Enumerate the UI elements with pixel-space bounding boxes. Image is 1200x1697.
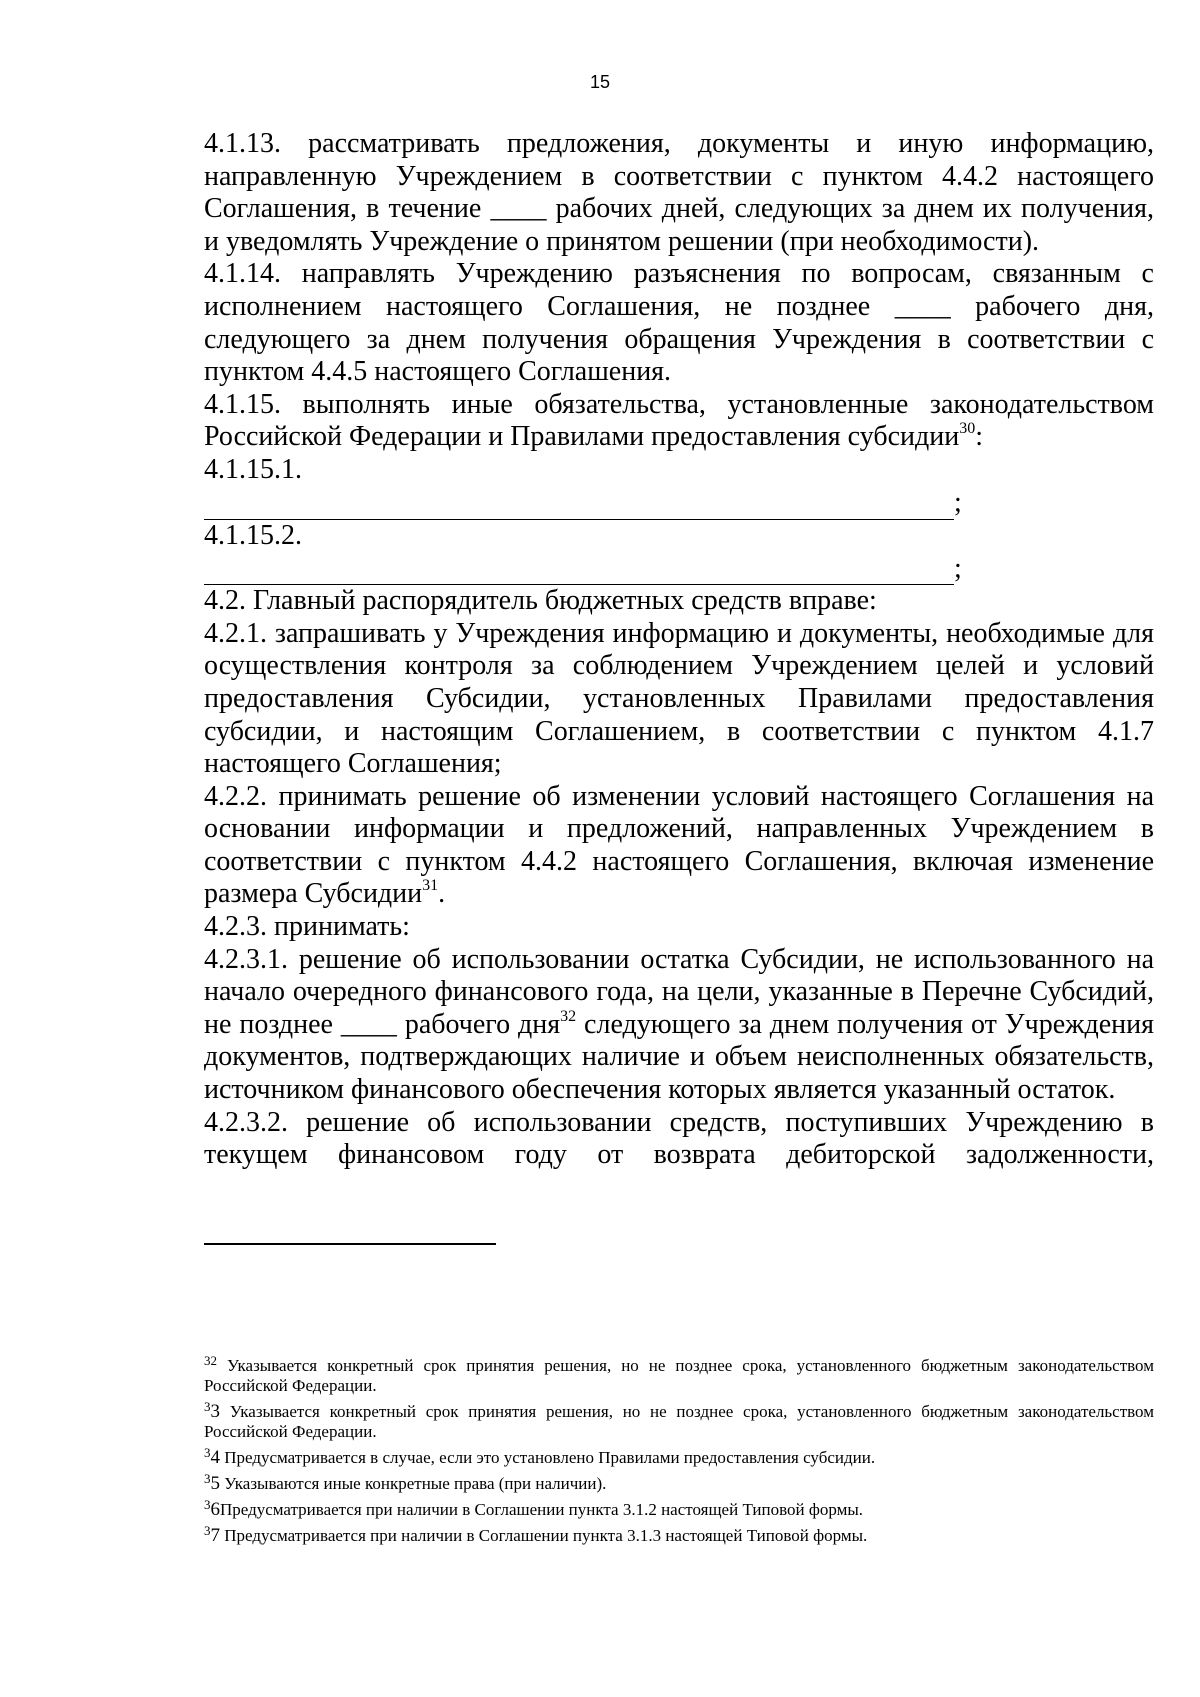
- paragraph-4-2: 4.2. Главный распорядитель бюджетных средств вправе:: [204, 585, 877, 617]
- footnote-mark: 32: [204, 1353, 217, 1368]
- paragraph-4-1-15-end: :: [975, 421, 984, 453]
- footnote-mark: 3: [204, 1523, 211, 1538]
- footnote-mark-tail: 7: [210, 1525, 220, 1546]
- blank-line-semicolon: ;: [954, 552, 962, 584]
- paragraph-4-2-2-text: 4.2.2. принимать решение об изменении условий настоящего Соглашения на основании информации и предложений, направленных Учреждением в соответствии с пунктом 4.4.2 настоящего Соглашения, включая изменение размера Субсидии: [204, 780, 1154, 910]
- footnote-34: [204, 1445, 1154, 1468]
- footnote-ref-32: 32: [560, 1007, 577, 1025]
- paragraph-4-1-15-2: 4.1.15.2.: [204, 519, 302, 551]
- footnote-text: Указывается конкретный срок принятия решения, но не позднее срока, установленного бюджетным законодательством Российской Федерации.: [204, 1402, 1154, 1441]
- footnote-mark: 3: [204, 1399, 211, 1414]
- footnote-33: [204, 1399, 1154, 1442]
- footnote-text: Предусматривается при наличии в Соглашении пункта 3.1.2 настоящей Типовой формы.: [220, 1500, 864, 1519]
- footnote-mark: 3: [204, 1471, 211, 1486]
- paragraph-4-2-3-1: [204, 944, 1154, 1107]
- paragraph-4-2-3: 4.2.3. принимать:: [204, 911, 410, 943]
- paragraph-4-2-3-1-rest: следующего за днем получения от Учреждения документов, подтверждающих наличие и объем неисполненных обязательств, источником финансового обеспечения которых является указанный остаток.: [204, 1008, 1154, 1106]
- paragraph-4-2-3-2: 4.2.3.2. решение об использовании средств, поступивших Учреждению в текущем финансовом году от возврата дебиторской задолженности,: [204, 1106, 1154, 1171]
- paragraph-4-1-14: 4.1.14. направлять Учреждению разъяснения по вопросам, связанным с исполнением настоящего Соглашения, не позднее ____ рабочего дня, следующего за днем получения обращения Учреждения в соответствии с пунктом 4.4.5 настоящего Соглашения.: [204, 258, 1154, 388]
- paragraph-4-1-15-text: 4.1.15. выполнять иные обязательства, установленные законодательством Российской Федерации и Правилами предоставления субсидии: [204, 388, 1154, 453]
- blank-line-4-1-15-2: [204, 552, 1154, 585]
- footnote-36: [204, 1497, 1154, 1520]
- paragraph-4-2-2: [204, 781, 1154, 911]
- paragraph-4-1-13: 4.1.13. рассматривать предложения, документы и иную информацию, направленную Учреждением в соответствии с пунктом 4.4.2 настоящего Соглашения, в течение ____ рабочих дней, следующих за днем их получения, и уведомлять Учреждение о принятом решении (при необходимости).: [204, 128, 1154, 257]
- footnote-37: [204, 1523, 1154, 1546]
- footnote-35: [204, 1471, 1154, 1494]
- blank-line-4-1-15-1: [204, 487, 1154, 520]
- footnote-text: Указываются иные конкретные права (при наличии).: [220, 1474, 607, 1493]
- footnote-mark-tail: 3: [210, 1401, 220, 1422]
- page-number: 15: [589, 72, 611, 92]
- footnote-mark-tail: 6: [210, 1499, 220, 1520]
- footnote-separator: [204, 1243, 496, 1245]
- footnote-text: Предусматривается при наличии в Соглашении пункта 3.1.3 настоящей Типовой формы.: [220, 1526, 868, 1545]
- paragraph-4-1-15: [204, 389, 1154, 454]
- fill-in-line: [204, 495, 954, 520]
- footnote-ref-30: 30: [959, 420, 976, 438]
- footnote-mark-tail: 5: [210, 1473, 220, 1494]
- body-text: [204, 128, 1154, 1172]
- paragraph-4-2-2-end: .: [438, 878, 446, 910]
- fill-in-line: [204, 560, 954, 585]
- footnote-text: Указывается конкретный срок принятия решения, но не позднее срока, установленного бюджетным законодательством Российской Федерации.: [204, 1356, 1154, 1395]
- paragraph-4-2-3-1-text: 4.2.3.1. решение об использовании остатка Субсидии, не использованного на начало очередного финансового года, на цели, указанные в Перечне Субсидий, не позднее ____ рабочего дня: [204, 943, 1154, 1040]
- footnote-mark-tail: 4: [210, 1447, 220, 1468]
- paragraph-4-2-1: 4.2.1. запрашивать у Учреждения информацию и документы, необходимые для осуществления контроля за соблюдением Учреждением целей и условий предоставления Субсидии, установленных Правилами предоставления субсидии, и настоящим Соглашением, в соответствии с пунктом 4.1.7 настоящего Соглашения;: [204, 617, 1154, 780]
- blank-line-semicolon: ;: [954, 486, 962, 518]
- footnotes: [204, 1353, 1154, 1552]
- footnote-32: [204, 1353, 1154, 1396]
- footnote-ref-31: 31: [422, 877, 439, 895]
- footnote-mark: 3: [204, 1445, 211, 1460]
- footnote-text: Предусматривается в случае, если это установлено Правилами предоставления субсидии.: [220, 1448, 876, 1467]
- footnote-mark: 3: [204, 1497, 211, 1512]
- paragraph-4-1-15-1: 4.1.15.1.: [204, 453, 302, 485]
